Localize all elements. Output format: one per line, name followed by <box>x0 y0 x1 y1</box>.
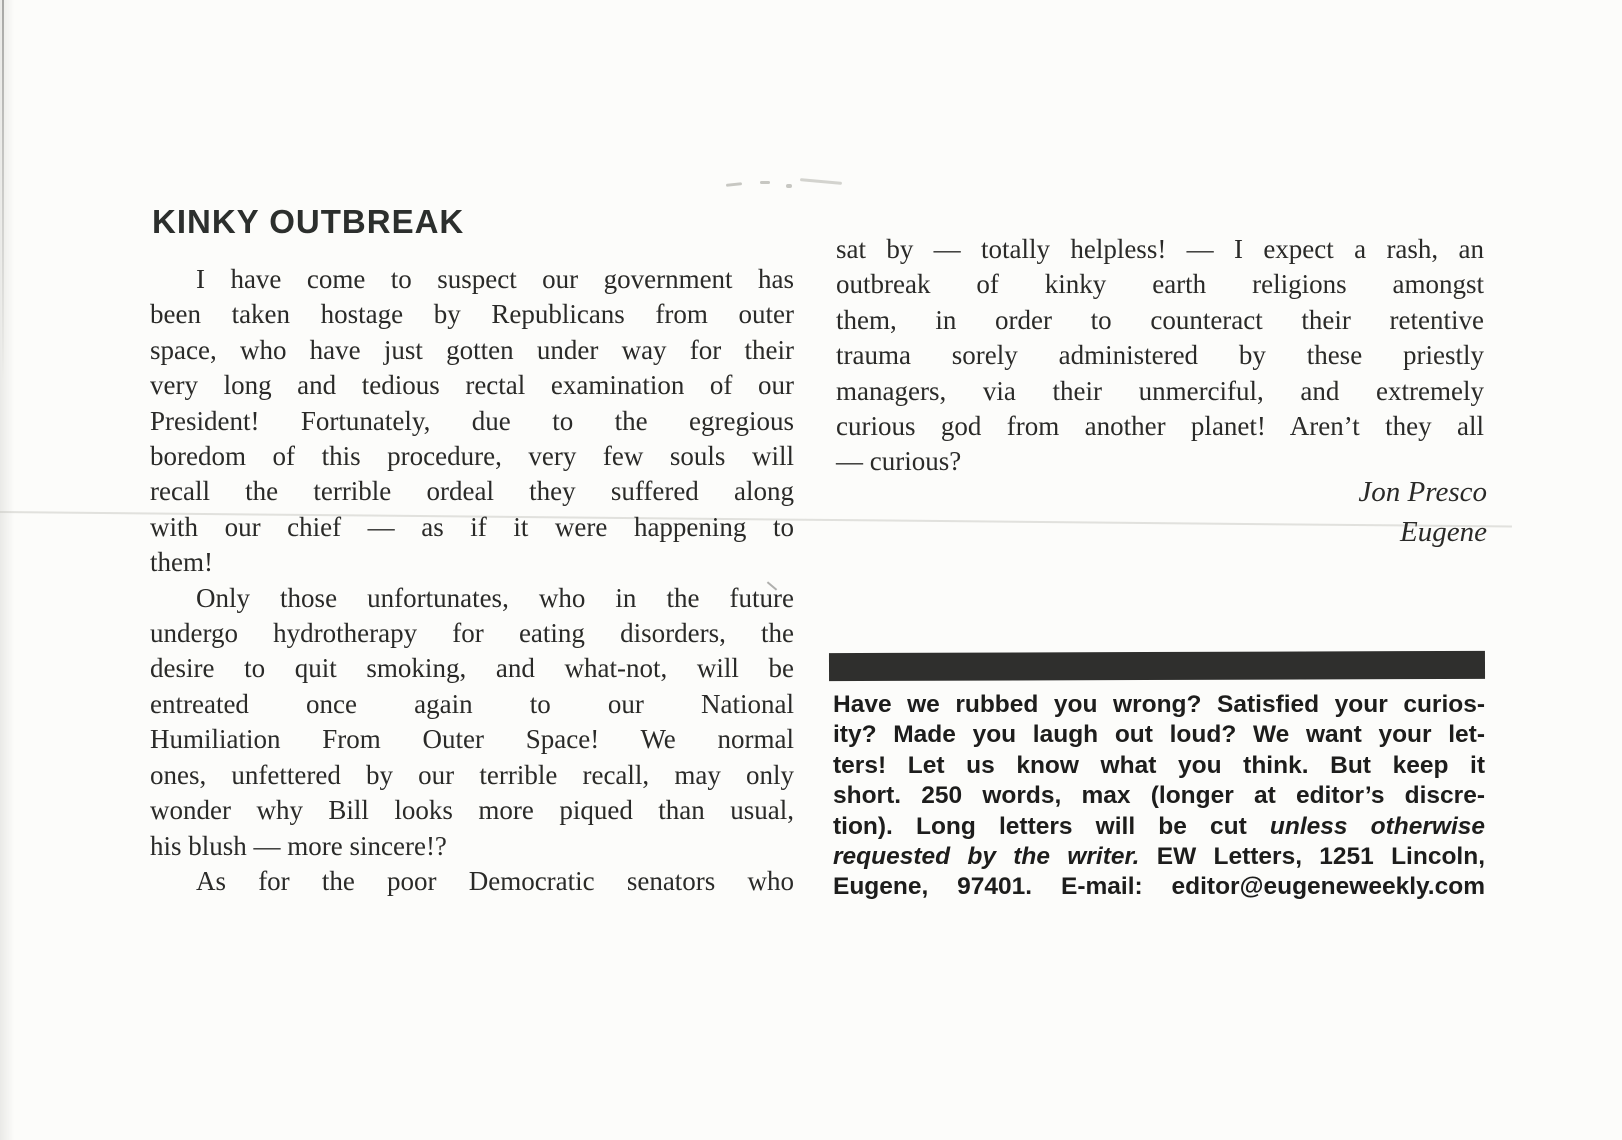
signature-city: Eugene <box>1400 516 1487 548</box>
text-line: managers, via their unmerciful, and extremely <box>836 375 1484 406</box>
text-line: Only those unfortunates, who in the future <box>196 582 794 613</box>
scan-smudge <box>786 184 792 188</box>
text-line: entreated once again to our National <box>150 688 794 719</box>
text-line: them! <box>150 547 213 578</box>
text-line: wonder why Bill looks more piqued than usual, <box>150 795 794 826</box>
letters-box-divider-bar <box>829 651 1485 681</box>
text-line: desire to quit smoking, and what-not, will be <box>150 653 794 684</box>
text-line: with our chief — as if it were happening to <box>150 511 794 542</box>
text-line: Have we rubbed you wrong? Satisfied your curios- <box>833 691 1485 718</box>
text-line: President! Fortunately, due to the egregious <box>150 405 794 436</box>
scan-smudge <box>800 178 842 185</box>
left-text-column <box>150 262 794 899</box>
letters-invitation-note <box>833 690 1485 903</box>
text-line: ones, unfettered by our terrible recall, may only <box>150 759 794 790</box>
text-line: sat by — totally helpless! — I expect a rash, an <box>836 234 1484 264</box>
text-line: boredom of this procedure, very few souls will <box>150 441 794 472</box>
text-line: his blush — more sincere!? <box>150 830 447 861</box>
text-line: Humiliation From Outer Space! We normal <box>150 724 794 755</box>
text-line: As for the poor Democratic senators who <box>196 865 794 896</box>
text-line: outbreak of kinky earth religions amongst <box>836 269 1484 300</box>
text-line: requested by the writer. EW Letters, 1251 Lincoln, <box>833 843 1485 871</box>
signature-name: Jon Presco <box>1358 476 1487 508</box>
text-line: recall the terrible ordeal they suffered along <box>150 476 794 507</box>
signature-block <box>1000 472 1487 552</box>
text-line: tion). Long letters will be cut unless otherwise <box>833 812 1486 840</box>
text-line: curious god from another planet! Aren’t they all <box>836 411 1484 442</box>
article-headline: KINKY OUTBREAK <box>152 203 465 240</box>
text-line: space, who have just gotten under way for their <box>150 334 794 365</box>
scan-edge-line <box>2 0 4 380</box>
text-line: ters! Let us know what you think. But keep it <box>833 751 1485 779</box>
text-line: very long and tedious rectal examination of our <box>150 370 794 401</box>
text-line: been taken hostage by Republicans from outer <box>150 299 794 330</box>
right-text-column <box>836 232 1484 480</box>
text-line: I have come to suspect our government has <box>196 264 794 294</box>
scan-smudge <box>760 181 770 184</box>
text-line: ity? Made you laugh out loud? We want your let- <box>833 721 1485 749</box>
text-line: Eugene, 97401. E-mail: editor@eugeneweekly.com <box>833 873 1485 901</box>
text-line: undergo hydrotherapy for eating disorders, the <box>150 618 794 649</box>
scan-smudge <box>726 182 742 187</box>
text-line: them, in order to counteract their retentive <box>836 304 1484 335</box>
text-line: trauma sorely administered by these priestly <box>836 340 1484 371</box>
text-line: short. 250 words, max (longer at editor’s discre- <box>833 782 1485 810</box>
text-line: — curious? <box>836 446 962 477</box>
